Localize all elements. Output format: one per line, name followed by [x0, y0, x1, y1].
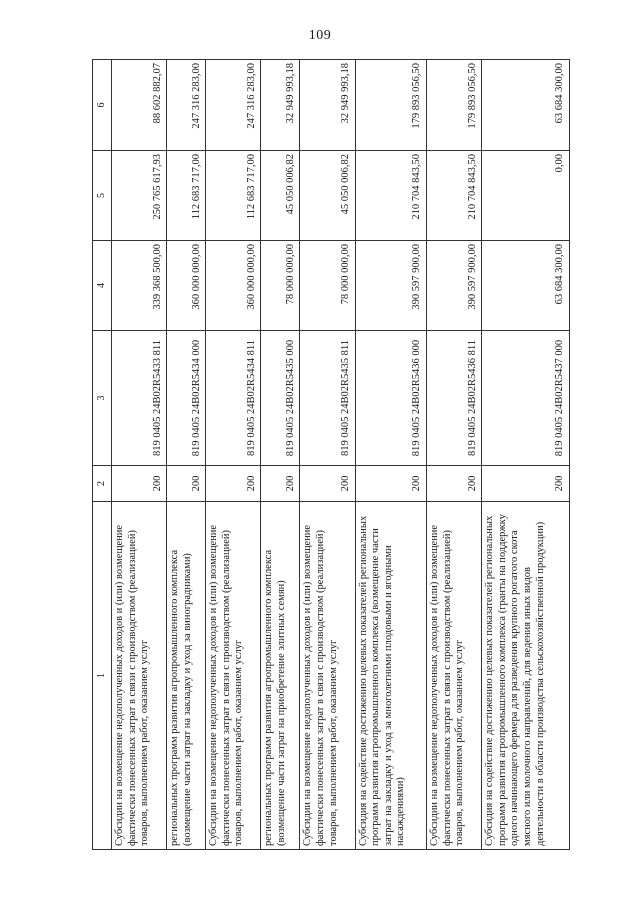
table-row [300, 60, 355, 850]
row-col2: 200 [355, 466, 426, 502]
header-col-1: 1 [93, 502, 112, 850]
row-col4: 78 000 000,00 [261, 241, 300, 331]
table-row [167, 60, 206, 850]
header-col-2: 2 [93, 466, 112, 502]
row-col2: 200 [300, 466, 355, 502]
row-col5: 210 704 843,50 [426, 151, 481, 241]
row-name: Субсидии на возмещение недополученных доходов и (или) возмещение фактически понесенных затрат в связи с производством (реализацией) товаров, выполнением работ, оказанием услуг [300, 502, 355, 850]
row-col4: 63 684 300,00 [482, 241, 570, 331]
row-col6: 247 316 283,00 [167, 60, 206, 151]
row-col5: 112 683 717,00 [167, 151, 206, 241]
header-col-4: 4 [93, 241, 112, 331]
header-col-3: 3 [93, 331, 112, 466]
row-name: региональных программ развития агропромышленного комплекса (возмещение части затрат на приобретение элитных семян) [261, 502, 300, 850]
row-col4: 390 597 900,00 [355, 241, 426, 331]
row-code: 819 0405 24В02R5437 000 [482, 331, 570, 466]
row-col5: 0,00 [482, 151, 570, 241]
row-code: 819 0405 24В02R5434 000 [167, 331, 206, 466]
row-col5: 45 050 006,82 [261, 151, 300, 241]
row-col6: 63 684 300,00 [482, 60, 570, 151]
row-col4: 339 368 500,00 [112, 241, 167, 331]
row-code: 819 0405 24В02R5435 000 [261, 331, 300, 466]
row-col2: 200 [167, 466, 206, 502]
budget-table [92, 59, 570, 850]
row-name: региональных программ развития агропромышленного комплекса (возмещение части затрат на закладку и уход за виноградниками) [167, 502, 206, 850]
row-col5: 112 683 717,00 [206, 151, 261, 241]
row-col2: 200 [206, 466, 261, 502]
row-col5: 45 050 006,82 [300, 151, 355, 241]
row-col6: 32 949 993,18 [300, 60, 355, 151]
table-row [206, 60, 261, 850]
row-col2: 200 [112, 466, 167, 502]
page-number: 109 [308, 28, 332, 43]
header-col-6: 6 [93, 60, 112, 151]
header-col-5: 5 [93, 151, 112, 241]
rotated-table-container [92, 60, 570, 850]
row-col5: 250 765 617,93 [112, 151, 167, 241]
row-col6: 32 949 993,18 [261, 60, 300, 151]
row-col6: 247 316 283,00 [206, 60, 261, 151]
row-col4: 360 000 000,00 [167, 241, 206, 331]
row-code: 819 0405 24В02R5436 000 [355, 331, 426, 466]
table-row [112, 60, 167, 850]
row-name: Субсидии на возмещение недополученных доходов и (или) возмещение фактически понесенных затрат в связи с производством (реализацией) товаров, выполнением работ, оказанием услуг [112, 502, 167, 850]
table-row [482, 60, 570, 850]
row-name: Субсидии на возмещение недополученных доходов и (или) возмещение фактически понесенных затрат в связи с производством (реализацией) товаров, выполнением работ, оказанием услуг [426, 502, 481, 850]
row-name: Субсидия на содействие достижению целевых показателей региональных программ развития агропромышленного комплекса (возмещение части затрат на закладку и уход за многолетними плодовыми и ягодными насаждениями) [355, 502, 426, 850]
row-col4: 360 000 000,00 [206, 241, 261, 331]
table-row [355, 60, 426, 850]
row-col2: 200 [482, 466, 570, 502]
row-col6: 88 602 882,07 [112, 60, 167, 151]
row-code: 819 0405 24В02R5434 811 [206, 331, 261, 466]
row-name: Субсидия на содействие достижению целевых показателей региональных программ развития агропромышленного комплекса (гранты на поддержку одного начинающего фермера для разведения крупного рогатого скота мясного или молочного направлений, для ведения иных видов деятельности в области производства сельскохозяйственной продукции) [482, 502, 570, 850]
table-row [426, 60, 481, 850]
row-col6: 179 893 056,50 [355, 60, 426, 151]
row-name: Субсидии на возмещение недополученных доходов и (или) возмещение фактически понесенных затрат в связи с производством (реализацией) товаров, выполнением работ, оказанием услуг [206, 502, 261, 850]
rotated-table-frame [92, 60, 570, 850]
row-col4: 390 597 900,00 [426, 241, 481, 331]
table-row [261, 60, 300, 850]
row-col4: 78 000 000,00 [300, 241, 355, 331]
row-code: 819 0405 24В02R5436 811 [426, 331, 481, 466]
row-code: 819 0405 24В02R5433 811 [112, 331, 167, 466]
table-header-row [93, 60, 112, 850]
row-code: 819 0405 24В02R5435 811 [300, 331, 355, 466]
row-col6: 179 893 056,50 [426, 60, 481, 151]
row-col5: 210 704 843,50 [355, 151, 426, 241]
row-col2: 200 [426, 466, 481, 502]
row-col2: 200 [261, 466, 300, 502]
